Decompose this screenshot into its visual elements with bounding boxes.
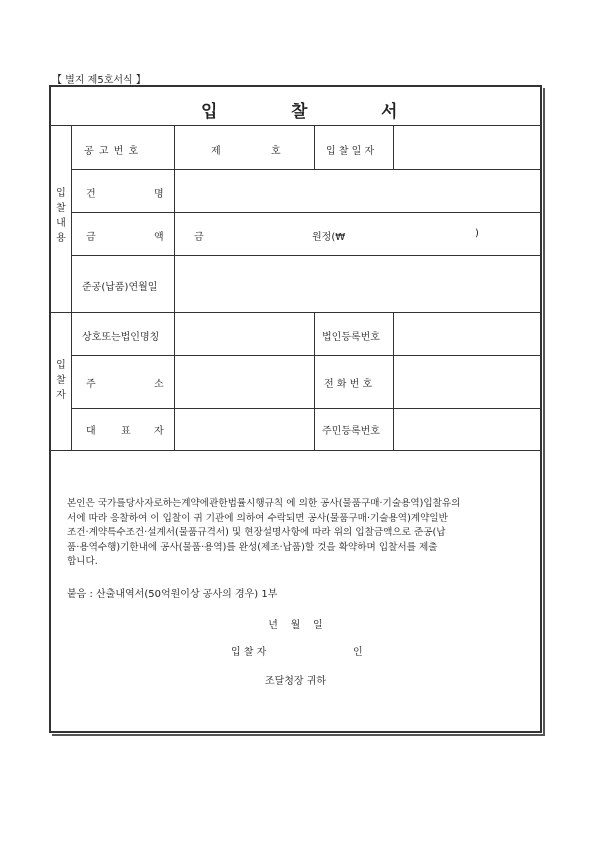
amount-prefix: 금 bbox=[194, 232, 204, 243]
representative-label-3: 자 bbox=[154, 426, 164, 437]
attachment-note: 붙음 : 산출내역서(50억원이상 공사의 경우) 1부 bbox=[67, 589, 278, 600]
address-label-1: 주 bbox=[86, 379, 96, 390]
project-name-label-1: 건 bbox=[86, 189, 96, 200]
address-label-2: 소 bbox=[154, 379, 164, 390]
title-char-1: 입 bbox=[201, 102, 218, 122]
amount-suffix: 원정(₩ bbox=[312, 232, 346, 243]
amount-close: ) bbox=[475, 228, 479, 239]
seal-mark: 인 bbox=[353, 647, 363, 658]
title-char-2: 찰 bbox=[291, 102, 308, 122]
representative-label-2: 표 bbox=[121, 426, 131, 437]
representative-label-1: 대 bbox=[86, 426, 96, 437]
bidder-signature-label: 입 찰 자 bbox=[231, 647, 267, 658]
bid-form bbox=[49, 85, 542, 733]
notice-number-ho: 호 bbox=[271, 146, 281, 157]
corp-registration-label: 법인등록번호 bbox=[322, 332, 380, 343]
bid-statement: 본인은 국가를당사자로하는계약에관한법률시행규칙 에 의한 공사(물품구매·기술용역)입찰유의 서에 따라 응찰하여 이 입찰이 귀 기관에 의하여 수락되면 공사(물품구매·기술용역)계약일반 조건·계약특수조건·설계서(물품규격서) 및 현장설명사항에 따라 위의 입찰금액으로 준공(납 품·용역수행)기한내에 공사(물품·용역)를 완성(제조·납품)할 것을 확약하며 입찰서를 제출 합니다. bbox=[67, 498, 461, 567]
bid-date-label: 입 찰 일 자 bbox=[326, 146, 375, 157]
resident-registration-label: 주민등록번호 bbox=[322, 426, 380, 437]
addressee: 조달청장 귀하 bbox=[264, 676, 327, 687]
notice-number-je: 제 bbox=[211, 146, 221, 157]
project-name-label-2: 명 bbox=[154, 189, 164, 200]
date-line: 년 월 일 bbox=[268, 620, 323, 631]
bidder-section-side-label: 입 찰 자 bbox=[56, 360, 66, 401]
completion-date-label: 준공(납품)연월일 bbox=[82, 282, 158, 293]
form-number-label: 【 별지 제5호서식 】 bbox=[52, 75, 146, 86]
phone-number-label: 전 화 번 호 bbox=[324, 379, 373, 390]
bid-section-side-label: 입 찰 내 용 bbox=[56, 188, 66, 244]
company-name-label: 상호또는법인명칭 bbox=[82, 332, 160, 343]
title-char-3: 서 bbox=[381, 102, 398, 122]
amount-label-1: 금 bbox=[86, 232, 96, 243]
title-row bbox=[51, 87, 540, 126]
notice-number-label: 공 고 번 호 bbox=[84, 146, 140, 157]
amount-label-2: 액 bbox=[154, 232, 164, 243]
